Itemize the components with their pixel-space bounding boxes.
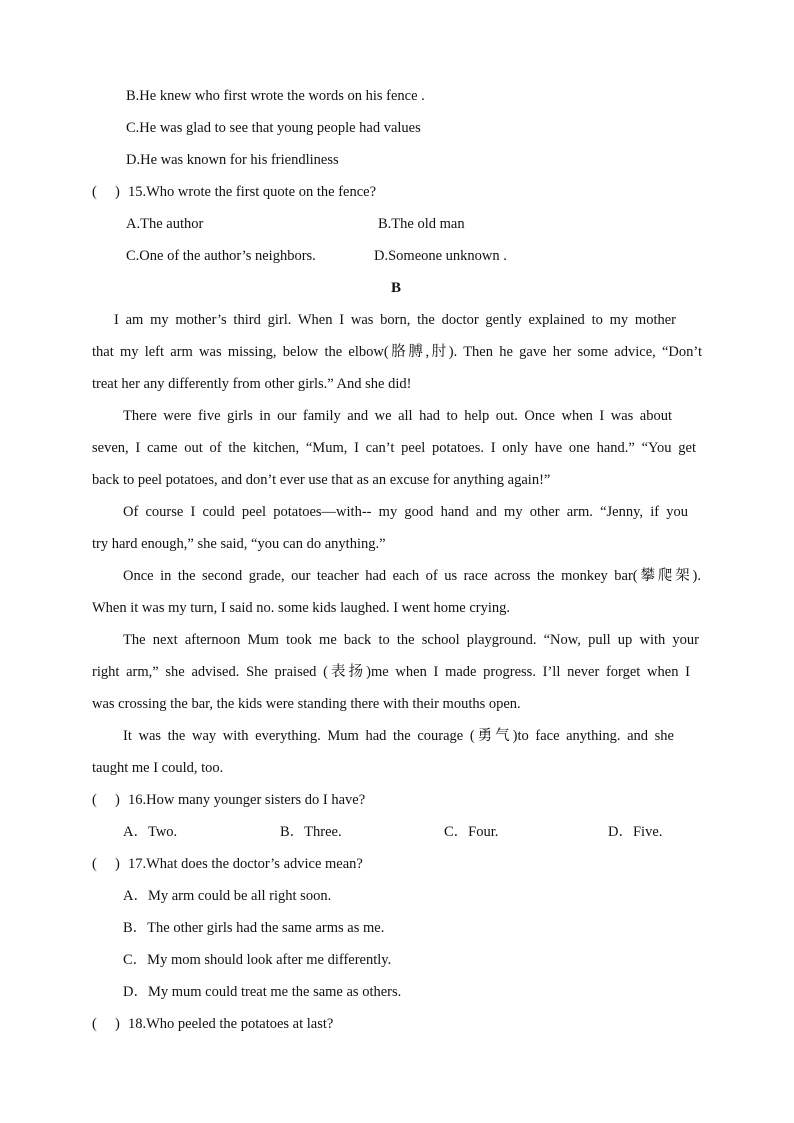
answer-blank[interactable]: ( ) [92, 184, 120, 200]
passage-line: Of course I could peel potatoes—with-- my good hand and my other arm. “Jenny, if you [123, 504, 688, 520]
q17-question [92, 855, 363, 873]
q16-option-b: B．Three. [280, 824, 342, 840]
q17-option-d: D．My mum could treat me the same as others. [123, 984, 402, 1000]
section-heading: B [391, 280, 402, 296]
q16-stem: 16.How many younger sisters do I have? [128, 792, 366, 808]
q17-stem: 17.What does the doctor’s advice mean? [128, 856, 363, 872]
passage-line: It was the way with everything. Mum had the courage (勇气)to face anything. and she [123, 728, 674, 744]
passage-line: right arm,” she advised. She praised (表扬)me when I made progress. I’ll never forget when I [92, 664, 690, 680]
q16-option-d: D．Five. [608, 824, 663, 840]
passage-line: treat her any differently from other girls.” And she did! [92, 376, 412, 392]
q15-question [92, 183, 376, 201]
q14-option-b: B.He knew who first wrote the words on his fence . [126, 88, 425, 104]
q15-option-b: B.The old man [378, 216, 465, 232]
passage-line: that my left arm was missing, below the elbow(胳膊,肘). Then he gave her some advice, “Don’t [92, 344, 702, 360]
q15-option-a: A.The author [126, 216, 204, 232]
passage-line: When it was my turn, I said no. some kids laughed. I went home crying. [92, 600, 511, 616]
q17-option-a: A．My arm could be all right soon. [123, 888, 332, 904]
q18-stem: 18.Who peeled the potatoes at last? [128, 1016, 334, 1032]
passage-line: back to peel potatoes, and don’t ever use that as an excuse for anything again!” [92, 472, 551, 488]
q17-option-c: C．My mom should look after me differently. [123, 952, 392, 968]
answer-blank[interactable]: ( ) [92, 792, 120, 808]
q17-option-b: B．The other girls had the same arms as me. [123, 920, 385, 936]
passage-line: Once in the second grade, our teacher had each of us race across the monkey bar(攀爬架). [123, 568, 701, 584]
q14-option-d: D.He was known for his friendliness [126, 152, 339, 168]
passage-line: seven, I came out of the kitchen, “Mum, I can’t peel potatoes. I only have one hand.” “You get [92, 440, 696, 456]
q15-stem: 15.Who wrote the first quote on the fence? [128, 184, 377, 200]
passage-line: taught me I could, too. [92, 760, 224, 776]
q16-question [92, 791, 365, 809]
q18-question [92, 1015, 333, 1033]
answer-blank[interactable]: ( ) [92, 856, 120, 872]
q16-option-c: C．Four. [444, 824, 499, 840]
q15-option-d: D.Someone unknown . [374, 248, 507, 264]
q16-option-a: A．Two. [123, 824, 178, 840]
passage-line: I am my mother’s third girl. When I was born, the doctor gently explained to my mother [114, 312, 676, 328]
passage-line: try hard enough,” she said, “you can do anything.” [92, 536, 386, 552]
passage-line: was crossing the bar, the kids were standing there with their mouths open. [92, 696, 521, 712]
q14-option-c: C.He was glad to see that young people had values [126, 120, 421, 136]
answer-blank[interactable]: ( ) [92, 1016, 120, 1032]
passage-line: There were five girls in our family and we all had to help out. Once when I was about [123, 408, 672, 424]
q15-option-c: C.One of the author’s neighbors. [126, 248, 316, 264]
passage-line: The next afternoon Mum took me back to the school playground. “Now, pull up with your [123, 632, 699, 648]
